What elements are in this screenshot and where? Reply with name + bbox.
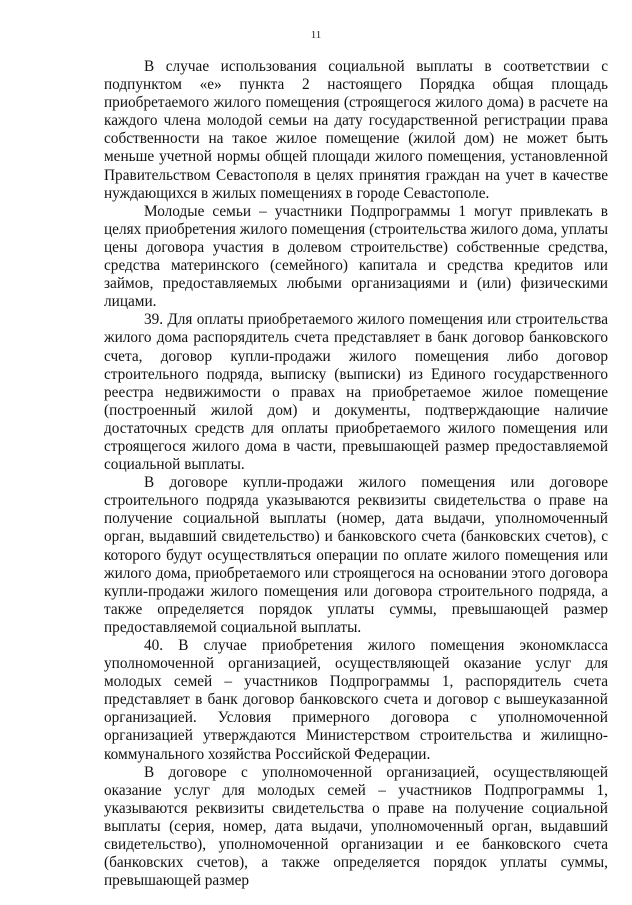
page-number: 11 (310, 29, 322, 41)
paragraph-social-payment-area: В случае использования социальной выплаты в соответствии с подпунктом «е» пункта 2 настоящего Порядка общая площадь приобретаемого жилого помещения (строящегося жилого дома) в расчете на каждого члена молодой семьи на дату государственной регистрации права собственности на такое жилое помещение (жилой дом) не может быть меньше учетной нормы общей площади жилого помещения, установленной Правительством Севастополя в целях принятия граждан на учет в качестве нуждающихся в жилых помещениях в городе Севастополе. (104, 58, 608, 202)
paragraph-item-39: 39. Для оплаты приобретаемого жилого помещения или строительства жилого дома распорядитель счета представляет в банк договор банковского счета, договор купли-продажи жилого помещения либо договор строительного подряда, выписку (выписки) из Единого государственного реестра недвижимости о правах на приобретаемое жилое помещение (построенный жилой дом) и документы, подтверждающие наличие достаточных средств для оплаты приобретаемого жилого помещения или строящегося жилого дома в части, превышающей размер предоставляемой социальной выплаты. (104, 311, 608, 474)
paragraph-own-funds: Молодые семьи – участники Подпрограммы 1 могут привлекать в целях приобретения жилого помещения (строительства жилого дома, уплаты цены договора участия в долевом строительстве) собственные средства, средства материнского (семейного) капитала и средства кредитов или займов, предоставляемых любыми организациями и (или) физическими лицами. (104, 202, 608, 311)
paragraph-authorized-organization: В договоре с уполномоченной организацией, осуществляющей оказание услуг для молодых семей – участников Подпрограммы 1, указываются реквизиты свидетельства о праве на получение социальной выплаты (серия, номер, дата выдачи, уполномоченный орган, выдавший свидетельство), уполномоченной организации и ее банковского счета (банковских счетов), а также определяется порядок уплаты суммы, превышающей размер (104, 763, 608, 890)
paragraph-item-40: 40. В случае приобретения жилого помещения экономкласса уполномоченной организацией, осуществляющей оказание услуг для молодых семей – участников Подпрограммы 1, распорядитель счета представляет в банк договор банковского счета и договор с вышеуказанной организацией. Условия примерного договора с уполномоченной организацией утверждаются Министерством строительства и жилищно-коммунального хозяйства Российской Федерации. (104, 637, 608, 763)
paragraph-contract-details: В договоре купли-продажи жилого помещения или договоре строительного подряда указываются реквизиты свидетельства о праве на получение социальной выплаты (номер, дата выдачи, уполномоченный орган, выдавший свидетельство) и банковского счета (банковских счетов), с которого будут осуществляться операции по оплате жилого помещения или жилого дома, приобретаемого или строящегося на основании этого договора купли-продажи жилого помещения или договора строительного подряда, а также определяется порядок уплаты суммы, превышающей размер предоставляемой социальной выплаты. (104, 474, 608, 636)
document-body (104, 58, 608, 890)
